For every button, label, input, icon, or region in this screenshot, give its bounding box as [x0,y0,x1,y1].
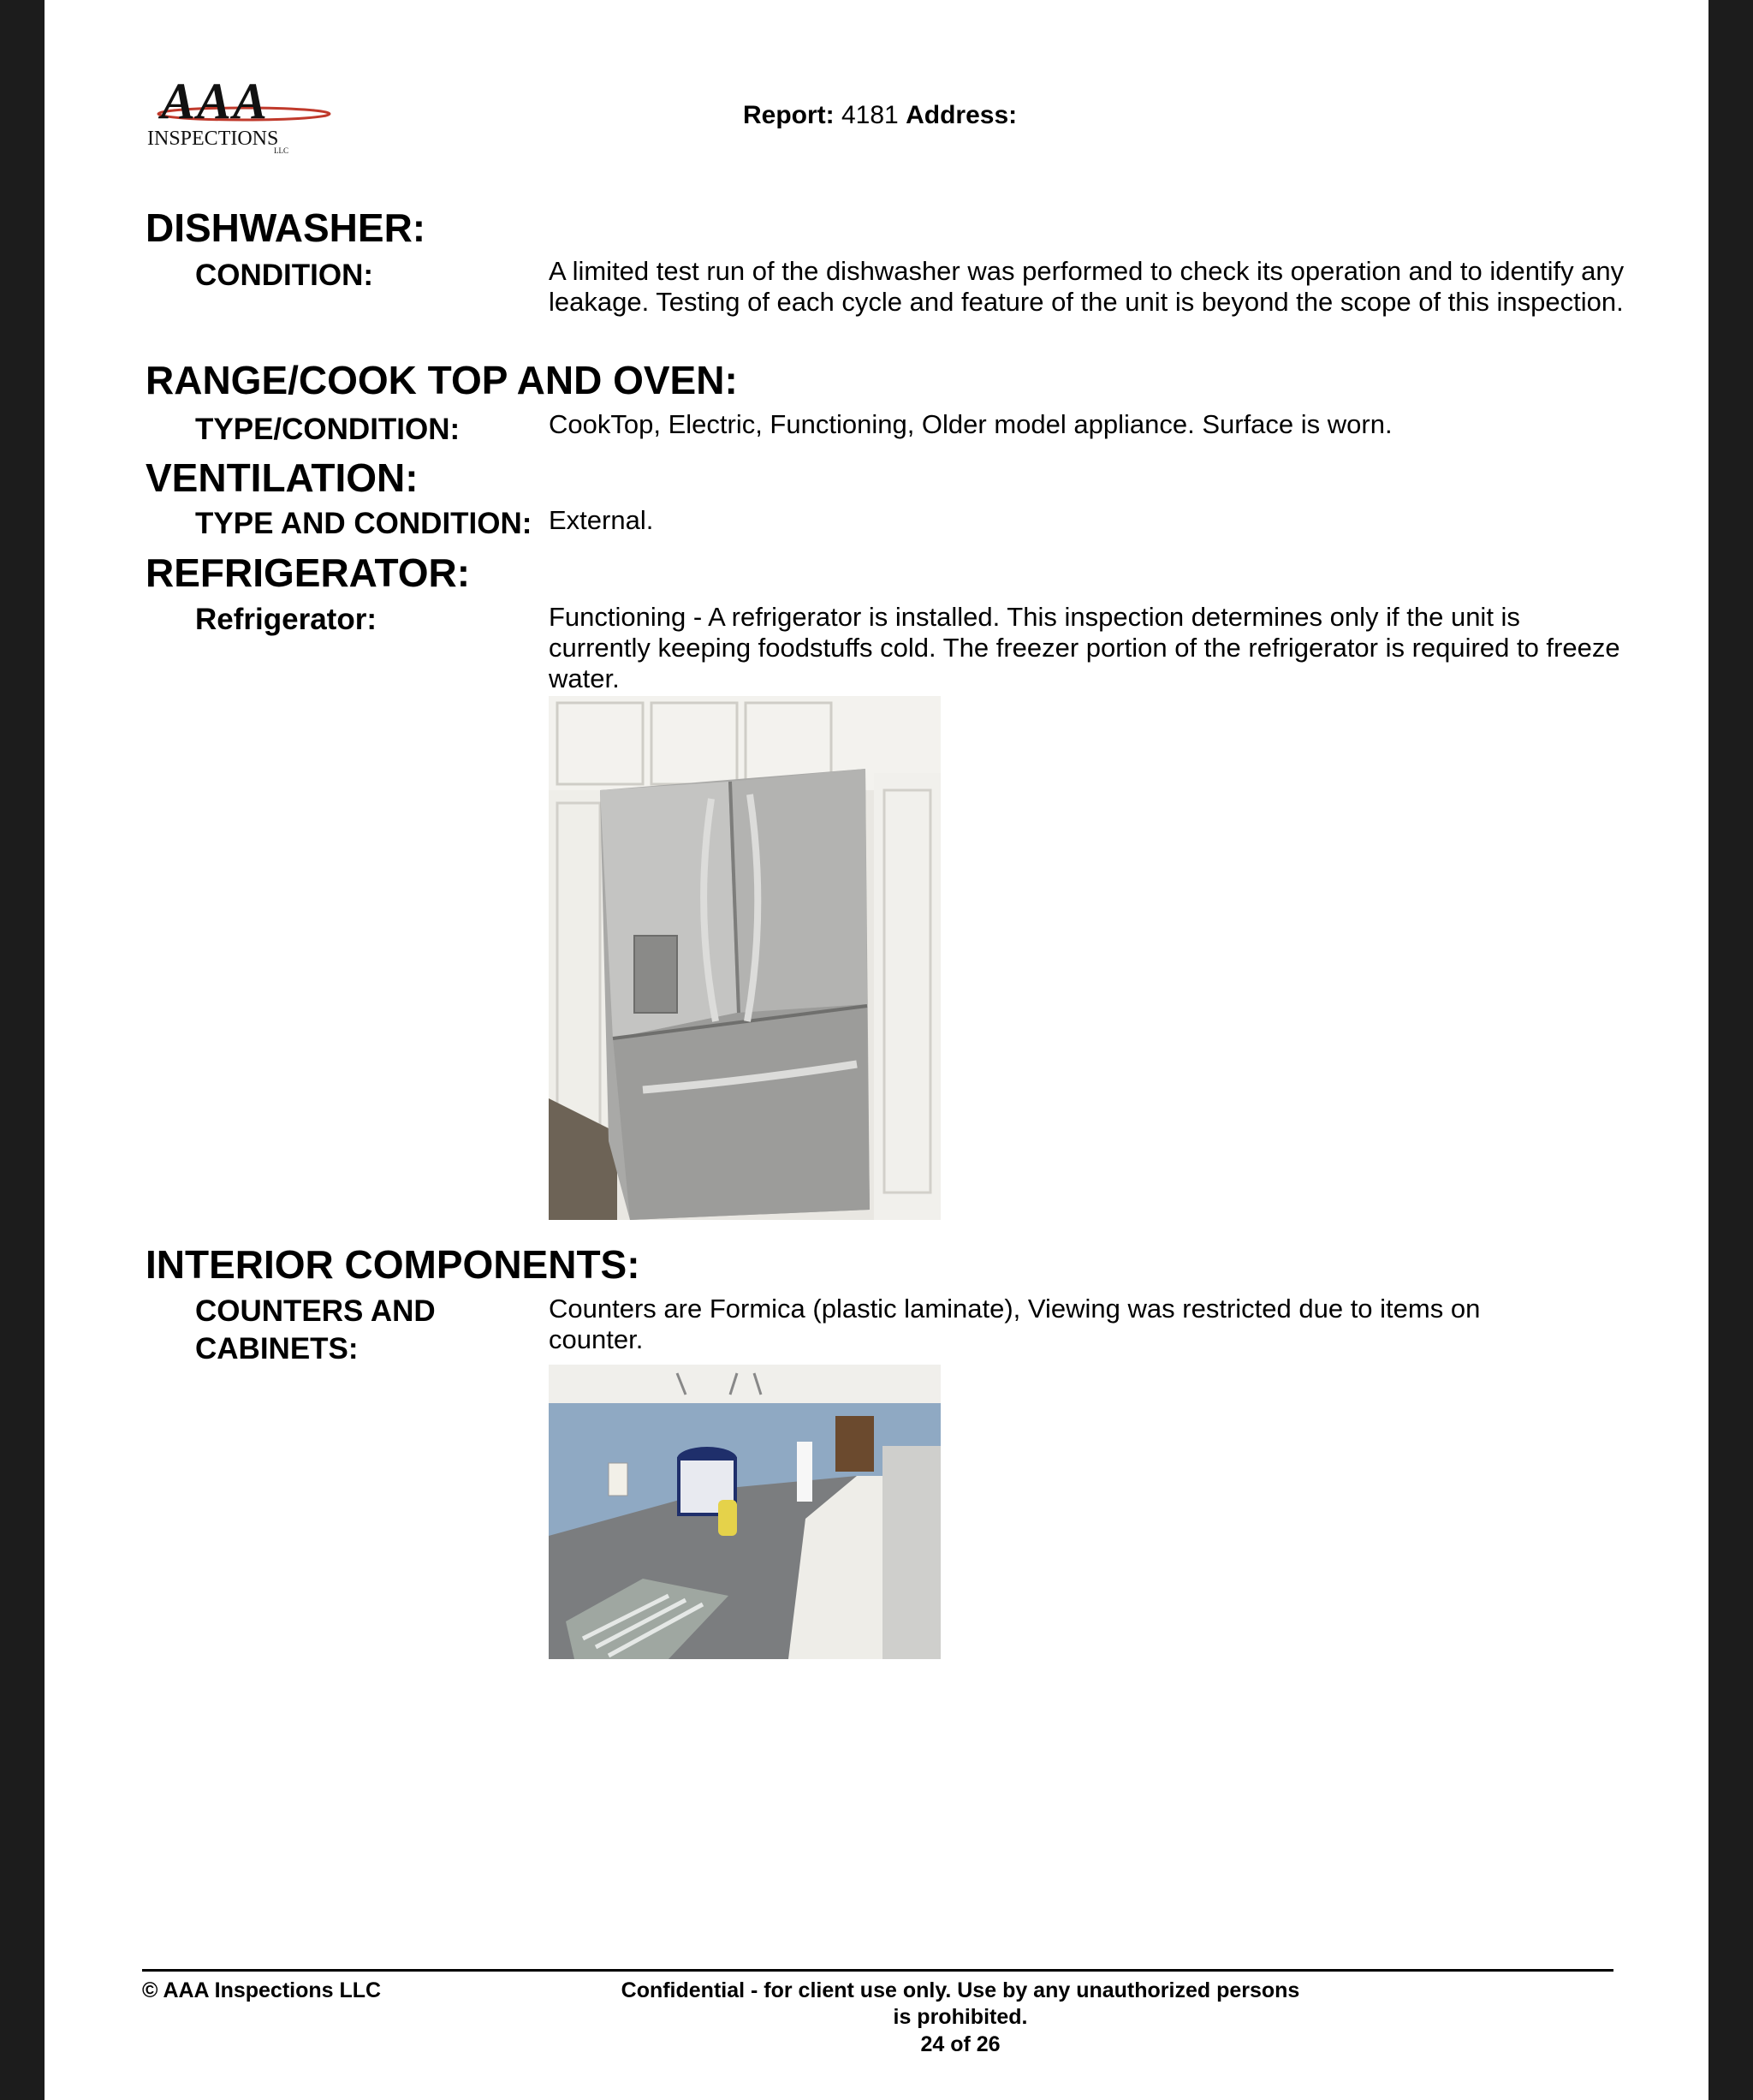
report-number: 4181 [841,101,899,129]
report-header [743,103,1017,128]
row-label-ventilation-type: TYPE AND CONDITION: [195,507,532,540]
section-heading-ventilation: VENTILATION: [146,455,419,500]
address-label: Address: [906,101,1018,129]
section-heading-interior: INTERIOR COMPONENTS: [146,1242,640,1287]
row-text-range-type: CookTop, Electric, Functioning, Older model appliance. Surface is worn. [549,409,1393,439]
row-label-dishwasher-condition: CONDITION: [195,259,374,292]
row-label-counters: COUNTERS AND CABINETS: [195,1294,436,1365]
report-label: Report: [743,101,835,129]
row-text-refrigerator: Functioning - A refrigerator is installed. This inspection determines only if the unit is currently keeping foodstuffs cold. The freezer portion of the refrigerator is required to freeze water. [549,602,1620,693]
company-logo [146,75,342,158]
footer-divider [142,1969,1613,1972]
section-heading-refrigerator: REFRIGERATOR: [146,550,471,595]
logo-text: AAA [161,73,270,129]
row-text-counters: Counters are Formica (plastic laminate), Viewing was restricted due to items on counter. [549,1294,1481,1354]
counters-photo[interactable] [549,1365,941,1659]
footer-confidential: Confidential - for client use only. Use by any unauthorized persons is prohibited. [621,1978,1300,2030]
report-page [45,0,1708,2100]
footer-center [609,1978,1311,2058]
refrigerator-photo[interactable] [549,696,941,1220]
footer-copyright: © AAA Inspections LLC [142,1978,382,2002]
row-label-range-type: TYPE/CONDITION: [195,413,461,446]
logo-llc: LLC [274,146,288,155]
section-heading-dishwasher: DISHWASHER: [146,205,426,250]
row-label-refrigerator: Refrigerator: [195,603,377,636]
row-text-ventilation-type: External. [549,505,654,535]
section-heading-range: RANGE/COOK TOP AND OVEN: [146,358,738,402]
logo-subtext: INSPECTIONS [147,128,279,150]
footer-page-number: 24 of 26 [920,2032,1001,2056]
row-text-dishwasher-condition: A limited test run of the dishwasher was performed to check its operation and to identify any leakage. Testing of each cycle and feature of the unit is beyond the scope of this inspection. [549,256,1625,317]
